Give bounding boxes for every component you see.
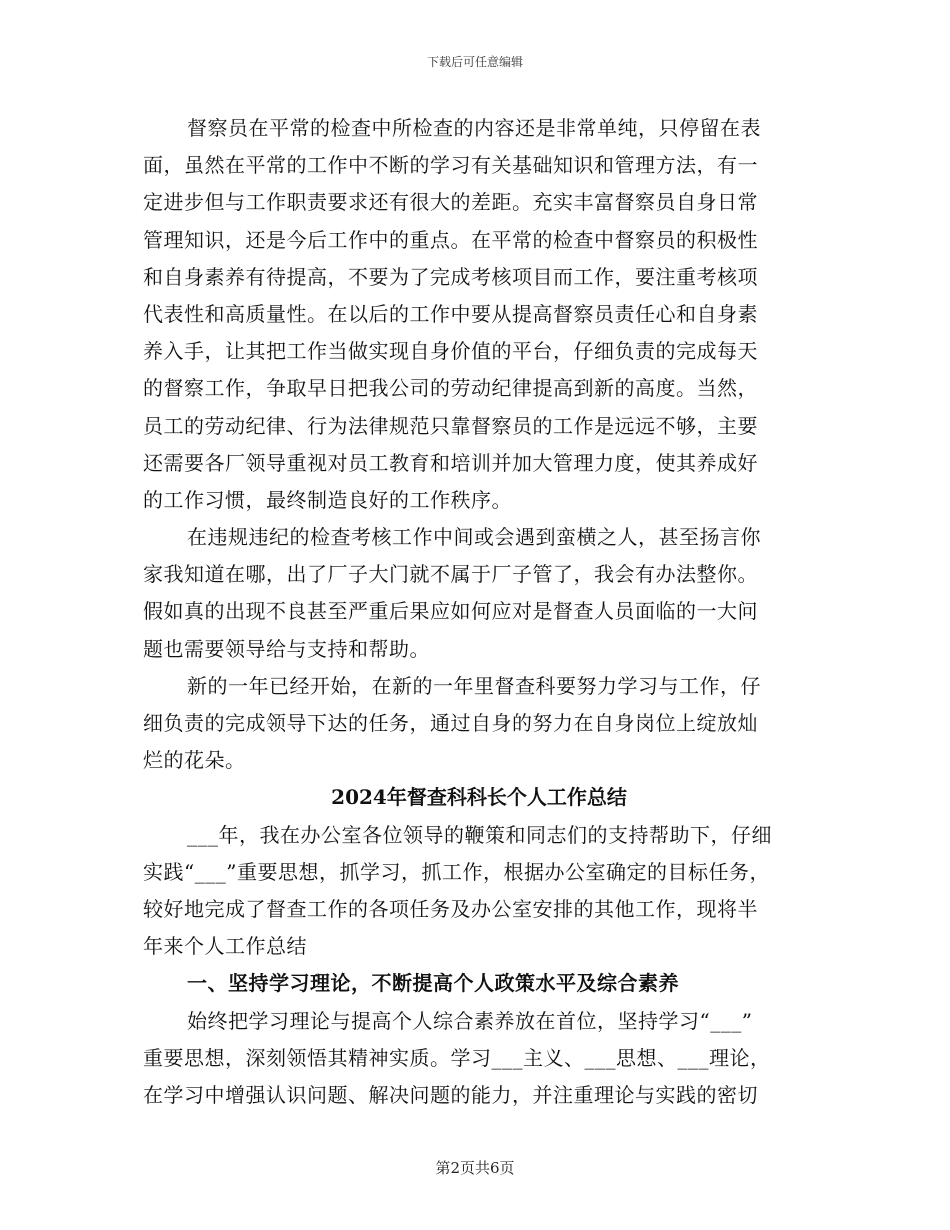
paragraph-line: 员工的劳动纪律、行为法律规范只靠督察员的工作是远远不够，主要 [143,413,758,438]
paragraph-line: 实践“___”重要思想，抓学习，抓工作，根据办公室确定的目标任务， [143,859,770,884]
document-body [143,110,815,1114]
paragraph-line: 重要思想，深刻领悟其精神实质。学习___主义、___思想、___理论， [143,1045,771,1070]
paragraph-line: 假如真的出现不良甚至严重后果应如何应对是督查人员面临的一大问 [143,599,758,624]
paragraph-line: 的工作习惯，最终制造良好的工作秩序。 [143,487,512,512]
paragraph-line: 代表性和高质量性。在以后的工作中要从提高督察员责任心和自身素 [143,301,758,326]
paragraph-line: 烂的花朵。 [143,748,246,773]
section-heading: 一、坚持学习理论，不断提高个人政策水平及综合素养 [187,971,679,996]
paragraph-line: 养入手，让其把工作当做实现自身价值的平台，仔细负责的完成每天 [143,339,758,364]
paragraph-line: 督察员在平常的检查中所检查的内容还是非常单纯，只停留在表 [187,116,761,140]
paragraph-line: 在违规违纪的检查考核工作中间或会遇到蛮横之人，甚至扬言你 [187,525,761,550]
paragraph-line: 面，虽然在平常的工作中不断的学习有关基础知识和管理方法，有一 [143,153,758,178]
paragraph-line: 新的一年已经开始，在新的一年里督查科要努力学习与工作，仔 [187,673,761,698]
paragraph-line: 和自身素养有待提高，不要为了完成考核项目而工作，要注重考核项 [143,264,758,289]
paragraph-line: 细负责的完成领导下达的任务，通过自身的努力在自身岗位上绽放灿 [143,711,758,735]
paragraph-line: ___年，我在办公室各位领导的鞭策和同志们的支持帮助下，仔细 [187,822,772,847]
paragraph-line: 题也需要领导给与支持和帮助。 [143,636,430,661]
paragraph-line: 在学习中增强认识问题、解决问题的能力，并注重理论与实践的密切 [143,1082,758,1107]
page-number: 第2页共6页 [435,1159,515,1177]
paragraph-line: 较好地完成了督查工作的各项任务及办公室安排的其他工作，现将半 [143,896,758,921]
page-header: 下载后可任意编辑 [426,55,523,69]
paragraph-line: 定进步但与工作职责要求还有很大的差距。充实丰富督察员自身日常 [143,190,758,215]
paragraph-line: 管理知识，还是今后工作中的重点。在平常的检查中督察员的积极性 [143,227,758,252]
paragraph-line: 家我知道在哪，出了厂子大门就不属于厂子管了，我会有办法整你。 [143,562,758,587]
section-title: 2024年督查科科长个人工作总结 [331,785,627,810]
paragraph-line: 的督察工作，争取早日把我公司的劳动纪律提高到新的高度。当然， [143,376,758,401]
paragraph-line: 始终把学习理论与提高个人综合素养放在首位，坚持学习“___” [187,1008,753,1033]
paragraph-line: 年来个人工作总结 [143,934,307,959]
paragraph-line: 还需要各厂领导重视对员工教育和培训并加大管理力度，使其养成好 [143,450,758,475]
